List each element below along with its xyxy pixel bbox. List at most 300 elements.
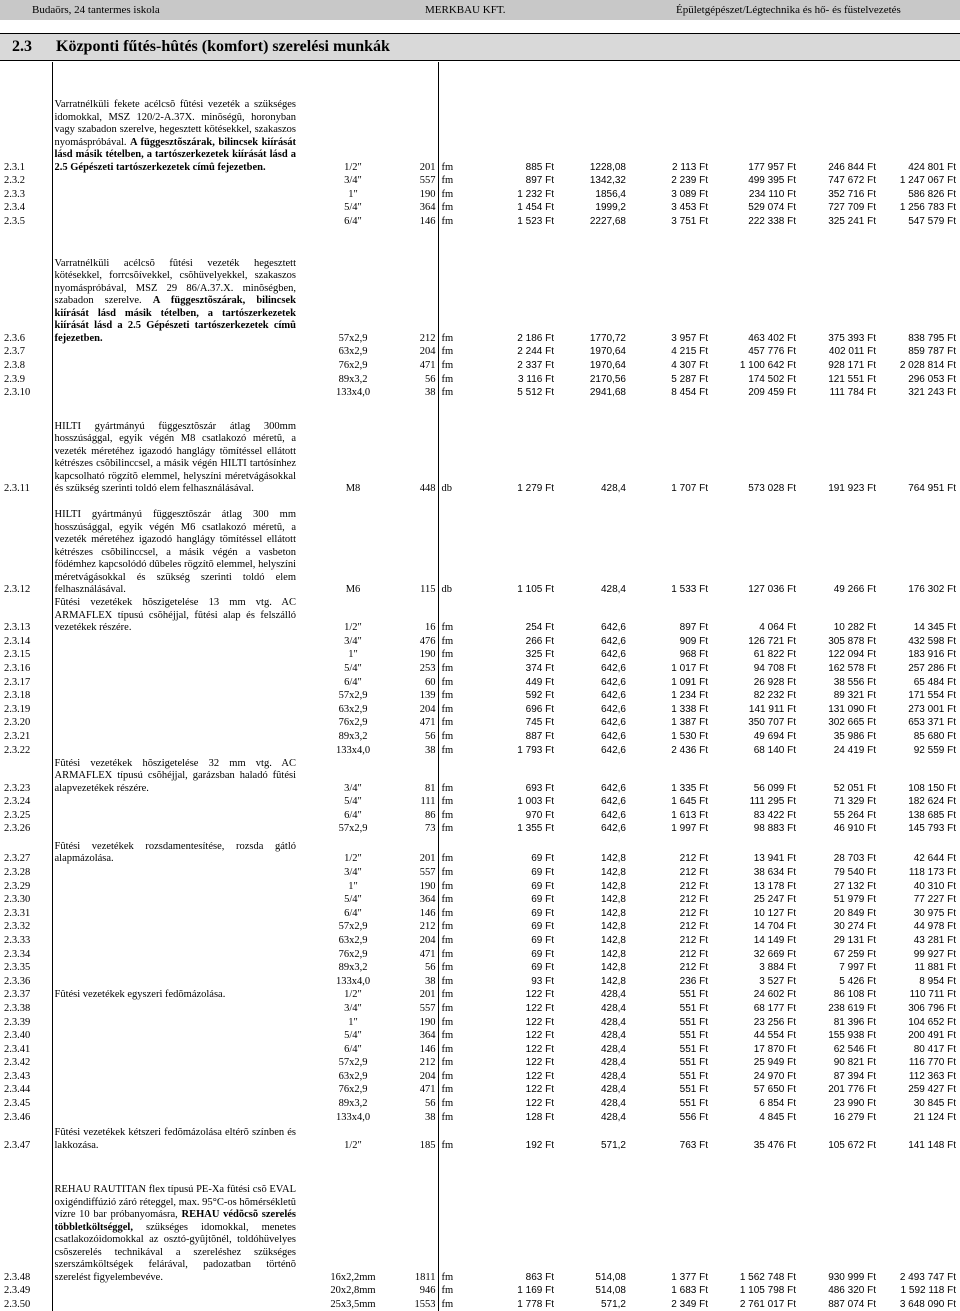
material-total: 68 177 Ft (753, 1002, 796, 1014)
item-size: 89x3,2 (338, 962, 368, 974)
item-size: 6/4" (344, 1043, 362, 1055)
unit-total: 212 Ft (679, 853, 708, 865)
line-total: 99 927 Ft (913, 948, 956, 960)
unit-total: 212 Ft (679, 921, 708, 933)
item-unit: fm (441, 175, 454, 187)
labor-unit-price: 1228,08 (589, 161, 626, 173)
item-size: 63x2,9 (338, 934, 368, 946)
item-description (52, 757, 298, 795)
line-total: 40 310 Ft (913, 880, 956, 892)
line-total: 11 881 Ft (914, 962, 956, 974)
item-unit: fm (441, 796, 454, 808)
item-description (52, 744, 298, 758)
labor-total: 28 703 Ft (833, 853, 876, 865)
item-description (52, 1152, 298, 1284)
item-quantity: 212 (408, 228, 438, 345)
labor-unit-price: 1970,64 (589, 360, 626, 372)
item-unit: fm (441, 1002, 454, 1014)
item-quantity: 16 (408, 597, 438, 635)
item-size: 1/2" (344, 853, 362, 865)
labor-unit-price: 642,6 (600, 809, 626, 821)
item-unit: fm (441, 894, 454, 906)
item-size: 133x4,0 (335, 1111, 371, 1123)
item-unit: fm (441, 744, 454, 756)
labor-total: 55 264 Ft (833, 809, 876, 821)
labor-unit-price: 142,8 (600, 866, 626, 878)
item-quantity: 86 (408, 809, 438, 823)
material-total: 222 338 Ft (748, 215, 796, 227)
item-description (52, 648, 298, 662)
line-total: 653 371 Ft (908, 717, 956, 729)
cost-table (2, 62, 959, 1311)
item-unit: fm (441, 649, 454, 661)
item-quantity: 60 (408, 676, 438, 690)
item-number: 2.3.7 (2, 345, 52, 359)
line-total: 141 148 Ft (908, 1139, 956, 1151)
item-number: 2.3.8 (2, 359, 52, 373)
material-total: 126 721 Ft (748, 635, 796, 647)
item-unit: fm (441, 934, 454, 946)
description-text: HILTI gyártmányú függesztõszár átlag 300mm hosszúsággal, egyik végén M8 csatlakozó méretû, a vezeték méretéhez igazodó hanglágy tömítéssel ellátott kétrészes csõbilinccsel, a másik végén HILTI tartósínhez kapcsolható rögzítõ elemmel, helyszíni méretvágásokkal és szükség szerinti toldó elem felhasználásával. (54, 420, 296, 495)
item-number: 2.3.43 (2, 1070, 52, 1084)
description-text: Fûtési vezetékek hõszigetelése 32 mm vtg. AC ARMAFLEX típusú csõhéjjal, garázsban haladó fûtési alapvezetékek részére. (54, 757, 296, 794)
material-unit-price: 325 Ft (525, 649, 554, 661)
table-row (2, 893, 958, 907)
description-bold-text: A függesztõszárak, bilincsek kiírását lásd másik tételben, a tartószerkezetek kiírását lásd a 2.5 Gépészeti tartószerkezetek címû fejezetben. (54, 295, 297, 344)
labor-unit-price: 142,8 (600, 934, 626, 946)
unit-total: 551 Ft (679, 1016, 708, 1028)
labor-total: 131 090 Ft (828, 703, 876, 715)
material-total: 44 554 Ft (753, 1030, 796, 1042)
item-number: 2.3.13 (2, 597, 52, 635)
item-number: 2.3.26 (2, 822, 52, 836)
item-quantity: 1553 (408, 1298, 438, 1311)
labor-total: 162 578 Ft (828, 663, 876, 675)
item-quantity: 146 (408, 907, 438, 921)
item-number: 2.3.19 (2, 703, 52, 717)
item-number: 2.3.32 (2, 920, 52, 934)
unit-total: 212 Ft (679, 866, 708, 878)
material-total: 17 870 Ft (753, 1043, 796, 1055)
material-unit-price: 69 Ft (531, 921, 554, 933)
table-row (2, 345, 958, 359)
item-quantity: 201 (408, 836, 438, 866)
item-description (52, 1111, 298, 1125)
section-number: 2.3 (12, 38, 32, 55)
line-total: 1 592 118 Ft (900, 1285, 956, 1297)
material-total: 49 694 Ft (753, 731, 796, 742)
item-size: 57x2,9 (338, 921, 368, 933)
labor-total: 49 266 Ft (833, 584, 876, 596)
unit-total: 3 453 Ft (671, 202, 708, 214)
material-total: 177 957 Ft (748, 161, 796, 173)
item-quantity: 81 (408, 757, 438, 795)
item-description (52, 836, 298, 866)
labor-unit-price: 142,8 (600, 853, 626, 865)
material-total: 234 110 Ft (748, 188, 796, 200)
table-row (2, 795, 958, 809)
item-quantity: 190 (408, 648, 438, 662)
table-row (2, 174, 958, 188)
table-row (2, 988, 958, 1002)
table-row (2, 934, 958, 948)
item-size: 6/4" (344, 809, 362, 821)
line-total: 424 801 Ft (908, 161, 956, 173)
line-total: 764 951 Ft (908, 483, 956, 495)
item-unit: fm (441, 809, 454, 821)
material-total: 127 036 Ft (748, 584, 796, 596)
material-total: 25 949 Ft (753, 1057, 796, 1069)
item-size: 3/4" (344, 782, 362, 794)
item-unit: fm (441, 989, 454, 1001)
unit-total: 2 349 Ft (671, 1298, 708, 1310)
labor-unit-price: 2170,56 (589, 373, 626, 385)
item-unit: fm (441, 1030, 454, 1042)
item-quantity: 190 (408, 879, 438, 893)
material-unit-price: 122 Ft (525, 1043, 554, 1055)
material-total: 24 970 Ft (753, 1070, 796, 1082)
material-total: 350 707 Ft (748, 717, 796, 729)
item-quantity: 253 (408, 662, 438, 676)
unit-total: 212 Ft (679, 948, 708, 960)
material-total: 13 178 Ft (753, 880, 796, 892)
material-unit-price: 2 186 Ft (517, 332, 554, 344)
material-unit-price: 69 Ft (531, 880, 554, 892)
item-quantity: 557 (408, 866, 438, 880)
labor-total: 29 131 Ft (833, 934, 876, 946)
item-description (52, 1015, 298, 1029)
description-bold-text: REHAU védõcsõ szerelés többletköltséggel, (54, 1209, 296, 1233)
item-unit: fm (441, 1271, 454, 1283)
table-row (2, 635, 958, 649)
material-unit-price: 69 Ft (531, 934, 554, 946)
labor-total: 928 171 Ft (828, 360, 876, 372)
item-size: 20x2,8mm (330, 1285, 376, 1297)
material-unit-price: 897 Ft (525, 175, 554, 187)
item-number: 2.3.2 (2, 174, 52, 188)
description-text: Varratnélküli fekete acélcsõ fûtési vezeték a szükséges idomokkal, MSZ 120/2-A.37X. minõségû, horonyban vagy szabadon szerelve, hegesztett kötésekkel, szakaszos nyomáspróbával. (54, 99, 296, 148)
unit-total: 1 683 Ft (671, 1285, 708, 1297)
unit-total: 3 089 Ft (671, 188, 708, 200)
unit-total: 909 Ft (679, 635, 708, 647)
item-unit: fm (441, 387, 454, 399)
material-total: 3 884 Ft (759, 962, 796, 974)
item-quantity: 471 (408, 1083, 438, 1097)
item-description (52, 1284, 298, 1298)
unit-total: 212 Ft (679, 880, 708, 892)
labor-unit-price: 1342,32 (589, 175, 626, 187)
labor-unit-price: 642,6 (600, 663, 626, 675)
item-number: 2.3.16 (2, 662, 52, 676)
labor-unit-price: 428,4 (600, 989, 626, 1001)
item-unit: fm (441, 1139, 454, 1151)
labor-unit-price: 142,8 (600, 907, 626, 919)
item-size: 6/4" (344, 907, 362, 919)
line-total: 432 598 Ft (908, 635, 956, 647)
item-description (52, 345, 298, 359)
labor-total: 201 776 Ft (828, 1084, 876, 1096)
labor-total: 81 396 Ft (833, 1016, 876, 1028)
unit-total: 551 Ft (679, 1098, 708, 1110)
table-row (2, 730, 958, 744)
table-row (2, 662, 958, 676)
description-text: HILTI gyártmányú függesztõszár átlag 300 mm hosszúsággal, egyik végén M6 csatlakozó méretû, a vezeték méretéhez igazodó hanglágy tömítéssel ellátott kétrészes csõbilinccsel, a másik végén a vasbeton födémhez kapcsolódó dûbeles rögzítõ elemmel, helyszíni méretvágásokkal és szükség szerinti toldó elem felhasználásával. (54, 509, 296, 596)
item-size: 89x3,2 (338, 373, 368, 385)
item-size: 1" (348, 649, 358, 661)
line-total: 3 648 090 Ft (899, 1298, 956, 1310)
line-total: 80 417 Ft (913, 1043, 956, 1055)
item-unit: db (441, 483, 452, 495)
labor-total: 90 821 Ft (833, 1057, 876, 1069)
line-total: 108 150 Ft (908, 782, 956, 794)
item-unit: fm (441, 373, 454, 385)
item-unit: fm (441, 1298, 454, 1310)
material-total: 3 527 Ft (759, 975, 796, 987)
item-size: 1/2" (344, 622, 362, 634)
item-quantity: 204 (408, 703, 438, 717)
line-total: 259 427 Ft (908, 1084, 956, 1096)
material-total: 23 256 Ft (753, 1016, 796, 1028)
labor-total: 67 259 Ft (833, 948, 876, 960)
labor-unit-price: 642,6 (600, 690, 626, 702)
material-unit-price: 696 Ft (525, 703, 554, 715)
labor-unit-price: 642,6 (600, 744, 626, 756)
material-unit-price: 1 355 Ft (517, 823, 554, 835)
labor-total: 727 709 Ft (828, 202, 876, 214)
unit-total: 2 239 Ft (671, 175, 708, 187)
item-description (52, 988, 298, 1002)
material-unit-price: 1 003 Ft (517, 796, 554, 808)
description-text: Fûtési vezetékek hõszigetelése 13 mm vtg. AC ARMAFLEX típusú csõhéjjal, fûtési alap és felszálló vezetékek részére. (54, 597, 296, 634)
labor-total: 305 878 Ft (828, 635, 876, 647)
item-unit: fm (441, 1084, 454, 1096)
labor-total: 62 546 Ft (833, 1043, 876, 1055)
item-quantity: 201 (408, 62, 438, 174)
table-row (2, 757, 958, 795)
labor-unit-price: 142,8 (600, 975, 626, 987)
material-total: 56 099 Ft (753, 782, 796, 794)
item-size: 63x2,9 (338, 1070, 368, 1082)
item-description (52, 62, 298, 174)
material-unit-price: 128 Ft (525, 1111, 554, 1123)
item-size: 5/4" (344, 1030, 362, 1042)
unit-total: 551 Ft (679, 1030, 708, 1042)
item-size: 76x2,9 (338, 1084, 368, 1096)
item-unit: fm (441, 161, 454, 173)
table-row (2, 373, 958, 387)
table-row (2, 920, 958, 934)
item-size: 3/4" (344, 866, 362, 878)
item-quantity: 56 (408, 373, 438, 387)
item-unit: fm (441, 635, 454, 647)
item-quantity: 73 (408, 822, 438, 836)
item-description (52, 228, 298, 345)
item-size: 3/4" (344, 175, 362, 187)
item-size: 5/4" (344, 894, 362, 906)
labor-unit-price: 428,4 (600, 1070, 626, 1082)
labor-total: 105 672 Ft (828, 1139, 876, 1151)
header-company: MERKBAU KFT. (425, 4, 506, 16)
item-description (52, 795, 298, 809)
material-total: 24 602 Ft (753, 989, 796, 1001)
material-unit-price: 1 232 Ft (517, 188, 554, 200)
item-size: 5/4" (344, 202, 362, 214)
item-unit: fm (441, 962, 454, 974)
labor-total: 121 551 Ft (828, 373, 876, 385)
description-text: Fûtési vezetékek rozsdamentesítése, rozsda gátló alapmázolása. (54, 840, 296, 865)
item-quantity: 38 (408, 386, 438, 400)
section-title-bar (0, 33, 960, 61)
item-unit: fm (441, 866, 454, 878)
item-number: 2.3.21 (2, 730, 52, 744)
item-number: 2.3.37 (2, 988, 52, 1002)
item-number: 2.3.34 (2, 947, 52, 961)
header-discipline: Épületgépészet/Légtechnika és hő- és füstelvezetés (676, 4, 901, 16)
labor-total: 191 923 Ft (828, 483, 876, 495)
item-unit: fm (441, 907, 454, 919)
item-quantity: 946 (408, 1284, 438, 1298)
item-size: 57x2,9 (338, 1057, 368, 1069)
material-unit-price: 693 Ft (525, 782, 554, 794)
material-unit-price: 2 244 Ft (517, 346, 554, 358)
line-total: 14 345 Ft (913, 622, 956, 634)
item-description (52, 635, 298, 649)
item-number: 2.3.39 (2, 1015, 52, 1029)
item-description (52, 1029, 298, 1043)
table-row (2, 1298, 958, 1311)
line-total: 118 173 Ft (908, 866, 956, 878)
labor-total: 27 132 Ft (833, 880, 876, 892)
material-unit-price: 745 Ft (525, 717, 554, 729)
material-total: 35 476 Ft (753, 1139, 796, 1151)
item-number: 2.3.31 (2, 907, 52, 921)
item-unit: fm (441, 1057, 454, 1069)
item-quantity: 185 (408, 1124, 438, 1152)
material-unit-price: 122 Ft (525, 1030, 554, 1042)
labor-total: 238 619 Ft (828, 1002, 876, 1014)
item-unit: fm (441, 703, 454, 715)
item-unit: fm (441, 215, 454, 227)
material-total: 4 845 Ft (759, 1111, 796, 1123)
item-description (52, 676, 298, 690)
item-number: 2.3.30 (2, 893, 52, 907)
item-number: 2.3.10 (2, 386, 52, 400)
labor-unit-price: 428,4 (600, 483, 626, 495)
table-row (2, 961, 958, 975)
material-unit-price: 69 Ft (531, 866, 554, 878)
material-unit-price: 122 Ft (525, 1016, 554, 1028)
material-unit-price: 885 Ft (525, 161, 554, 173)
table-body (2, 62, 958, 1311)
material-total: 10 127 Ft (753, 907, 796, 919)
table-row (2, 809, 958, 823)
unit-total: 763 Ft (679, 1139, 708, 1151)
labor-total: 89 321 Ft (833, 690, 876, 702)
line-total: 1 256 783 Ft (899, 202, 956, 214)
unit-total: 2 436 Ft (671, 744, 708, 756)
item-size: 1/2" (344, 989, 362, 1001)
table-row (2, 188, 958, 202)
labor-unit-price: 2227,68 (589, 215, 626, 227)
line-total: 547 579 Ft (908, 215, 956, 227)
labor-unit-price: 428,4 (600, 1057, 626, 1069)
labor-unit-price: 1999,2 (595, 202, 626, 214)
unit-total: 551 Ft (679, 1070, 708, 1082)
material-total: 209 459 Ft (748, 387, 796, 399)
item-description (52, 597, 298, 635)
unit-total: 968 Ft (679, 649, 708, 661)
table-row (2, 879, 958, 893)
section-title: Központi fűtés-hûtés (komfort) szerelési munkák (56, 38, 390, 55)
material-unit-price: 69 Ft (531, 948, 554, 960)
unit-total: 1 387 Ft (671, 717, 708, 729)
labor-total: 930 999 Ft (828, 1271, 876, 1283)
labor-total: 87 394 Ft (833, 1070, 876, 1082)
item-number: 2.3.9 (2, 373, 52, 387)
labor-unit-price: 571,2 (600, 1298, 626, 1310)
unit-total: 1 613 Ft (671, 809, 708, 821)
unit-total: 551 Ft (679, 1057, 708, 1069)
material-total: 38 634 Ft (753, 866, 796, 878)
item-description (52, 496, 298, 597)
item-number: 2.3.28 (2, 866, 52, 880)
line-total: 85 680 Ft (913, 731, 956, 742)
material-total: 83 422 Ft (753, 809, 796, 821)
item-description (52, 1070, 298, 1084)
item-quantity: 557 (408, 1002, 438, 1016)
labor-unit-price: 142,8 (600, 948, 626, 960)
item-description (52, 879, 298, 893)
labor-unit-price: 428,4 (600, 1098, 626, 1110)
item-size: 57x2,9 (338, 823, 368, 835)
labor-unit-price: 428,4 (600, 584, 626, 596)
table-row (2, 947, 958, 961)
labor-total: 71 329 Ft (833, 796, 876, 808)
page-header (0, 0, 960, 20)
item-size: 76x2,9 (338, 948, 368, 960)
material-unit-price: 592 Ft (525, 690, 554, 702)
line-total: 200 491 Ft (908, 1030, 956, 1042)
table-row (2, 836, 958, 866)
line-total: 65 484 Ft (913, 676, 956, 688)
material-unit-price: 122 Ft (525, 1070, 554, 1082)
item-number: 2.3.22 (2, 744, 52, 758)
item-quantity: 471 (408, 359, 438, 373)
material-total: 1 105 798 Ft (739, 1285, 796, 1297)
line-total: 2 493 747 Ft (899, 1271, 956, 1283)
labor-total: 246 844 Ft (828, 161, 876, 173)
labor-unit-price: 1970,64 (589, 346, 626, 358)
item-quantity: 471 (408, 947, 438, 961)
item-number: 2.3.29 (2, 879, 52, 893)
item-size: 1" (348, 880, 358, 892)
line-total: 1 247 067 Ft (899, 175, 956, 187)
item-description (52, 934, 298, 948)
item-unit: fm (441, 690, 454, 702)
item-size: 63x2,9 (338, 346, 368, 358)
item-description (52, 822, 298, 836)
item-quantity: 364 (408, 893, 438, 907)
line-total: 77 227 Ft (913, 894, 956, 906)
material-unit-price: 863 Ft (525, 1271, 554, 1283)
item-quantity: 471 (408, 716, 438, 730)
table-row (2, 907, 958, 921)
description-text: Varratnélküli acélcsõ fûtési vezeték hegesztett kötésekkel, forrcsõívekkel, csõhüvelyekkel, szakaszos nyomáspróbával, MSZ 29 86/A.37.X. minõségben, szabadon szerelve. (54, 257, 296, 307)
labor-total: 16 279 Ft (833, 1111, 876, 1123)
unit-total: 897 Ft (679, 622, 708, 634)
item-size: 63x2,9 (338, 703, 368, 715)
material-unit-price: 449 Ft (525, 676, 554, 688)
